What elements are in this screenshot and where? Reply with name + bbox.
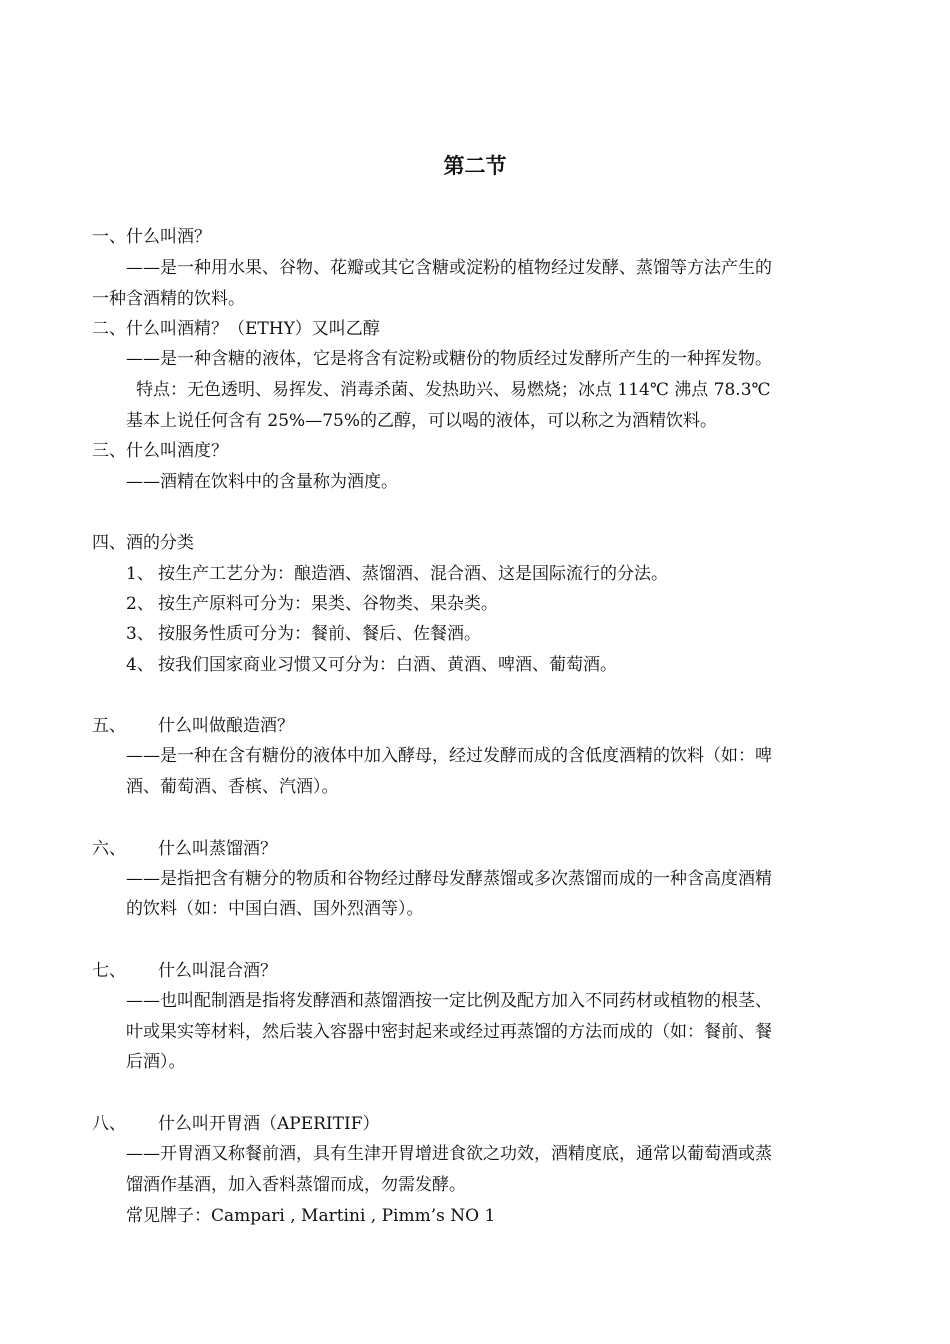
list-item	[126, 623, 481, 645]
question-brewed-wine	[92, 715, 294, 737]
answer-line: ——是指把含有糖分的物质和谷物经过酵母发酵蒸馏或多次蒸馏而成的一种含高度酒精	[126, 869, 772, 889]
answer-line: ——酒精在饮料中的含量称为酒度。	[126, 472, 398, 492]
question-text: 什么叫做酿造酒？	[158, 716, 294, 736]
answer-line: 一种含酒精的饮料。	[92, 289, 245, 309]
list-item-number: 3、	[126, 624, 154, 644]
answer-line: ——开胃酒又称餐前酒，具有生津开胃增进食欲之功效，酒精度底，通常以葡萄酒或蒸	[126, 1144, 772, 1164]
answer-line: 叶或果实等材料，然后装入容器中密封起来或经过再蒸馏的方法而成的（如：餐前、餐	[126, 1022, 772, 1042]
question-what-is-abv: 三、什么叫酒度？	[92, 441, 228, 461]
list-item-number: 2、	[126, 594, 154, 614]
question-text: 什么叫混合酒？	[158, 961, 277, 981]
list-item-number: 1、	[126, 564, 154, 584]
question-distilled-spirit	[92, 838, 277, 860]
question-text: 什么叫开胃酒（APERITIF）	[158, 1114, 380, 1134]
section-title: 第二节	[443, 153, 507, 178]
answer-line: 的饮料（如：中国白酒、国外烈酒等）。	[126, 899, 424, 919]
answer-line: 基本上说任何含有 25%—75%的乙醇，可以喝的液体，可以称之为酒精饮料。	[126, 411, 717, 431]
list-item-text: 按服务性质可分为：餐前、餐后、佐餐酒。	[158, 624, 481, 644]
list-item-number: 4、	[126, 655, 154, 675]
section-number: 七、	[92, 961, 126, 981]
question-what-is-ethanol: 二、什么叫酒精？（ETHY）又叫乙醇	[92, 319, 380, 339]
characteristics-line: 特点：无色透明、易挥发、消毒杀菌、发热助兴、易燃烧；冰点 114℃ 沸点 78.3℃	[136, 380, 771, 400]
section-number: 五、	[92, 716, 126, 736]
answer-line: 后酒）。	[126, 1052, 186, 1072]
question-aperitif	[92, 1113, 380, 1135]
list-item-text: 按生产工艺分为：酿造酒、蒸馏酒、混合酒、这是国际流行的分法。	[158, 564, 668, 584]
question-text: 什么叫蒸馏酒？	[158, 839, 277, 859]
list-item	[126, 593, 498, 615]
answer-line: 馏酒作基酒，加入香料蒸馏而成，勿需发酵。	[126, 1175, 466, 1195]
answer-line: ——是一种用水果、谷物、花瓣或其它含糖或淀粉的植物经过发酵、蒸馏等方法产生的	[126, 258, 772, 278]
question-mixed-drink	[92, 960, 277, 982]
list-item-text: 按生产原料可分为：果类、谷物类、果杂类。	[158, 594, 498, 614]
brands-line: 常见牌子：Campari , Martini , Pimm’s NO 1	[126, 1206, 496, 1226]
answer-line: ——也叫配制酒是指将发酵酒和蒸馏酒按一定比例及配方加入不同药材或植物的根茎、	[126, 991, 772, 1011]
list-item-text: 按我们国家商业习惯又可分为：白酒、黄酒、啤酒、葡萄酒。	[158, 655, 617, 675]
list-item	[126, 563, 668, 585]
answer-line: ——是一种含糖的液体，它是将含有淀粉或糖份的物质经过发酵所产生的一种挥发物。	[126, 349, 772, 369]
answer-line: 酒、葡萄酒、香槟、汽酒）。	[126, 777, 339, 797]
question-what-is-alcohol: 一、什么叫酒？	[92, 227, 211, 247]
list-item	[126, 654, 617, 676]
answer-line: ——是一种在含有糖份的液体中加入酵母，经过发酵而成的含低度酒精的饮料（如：啤	[126, 746, 772, 766]
section-number: 八、	[92, 1114, 126, 1134]
heading-classification: 四、酒的分类	[92, 533, 194, 553]
section-number: 六、	[92, 839, 126, 859]
